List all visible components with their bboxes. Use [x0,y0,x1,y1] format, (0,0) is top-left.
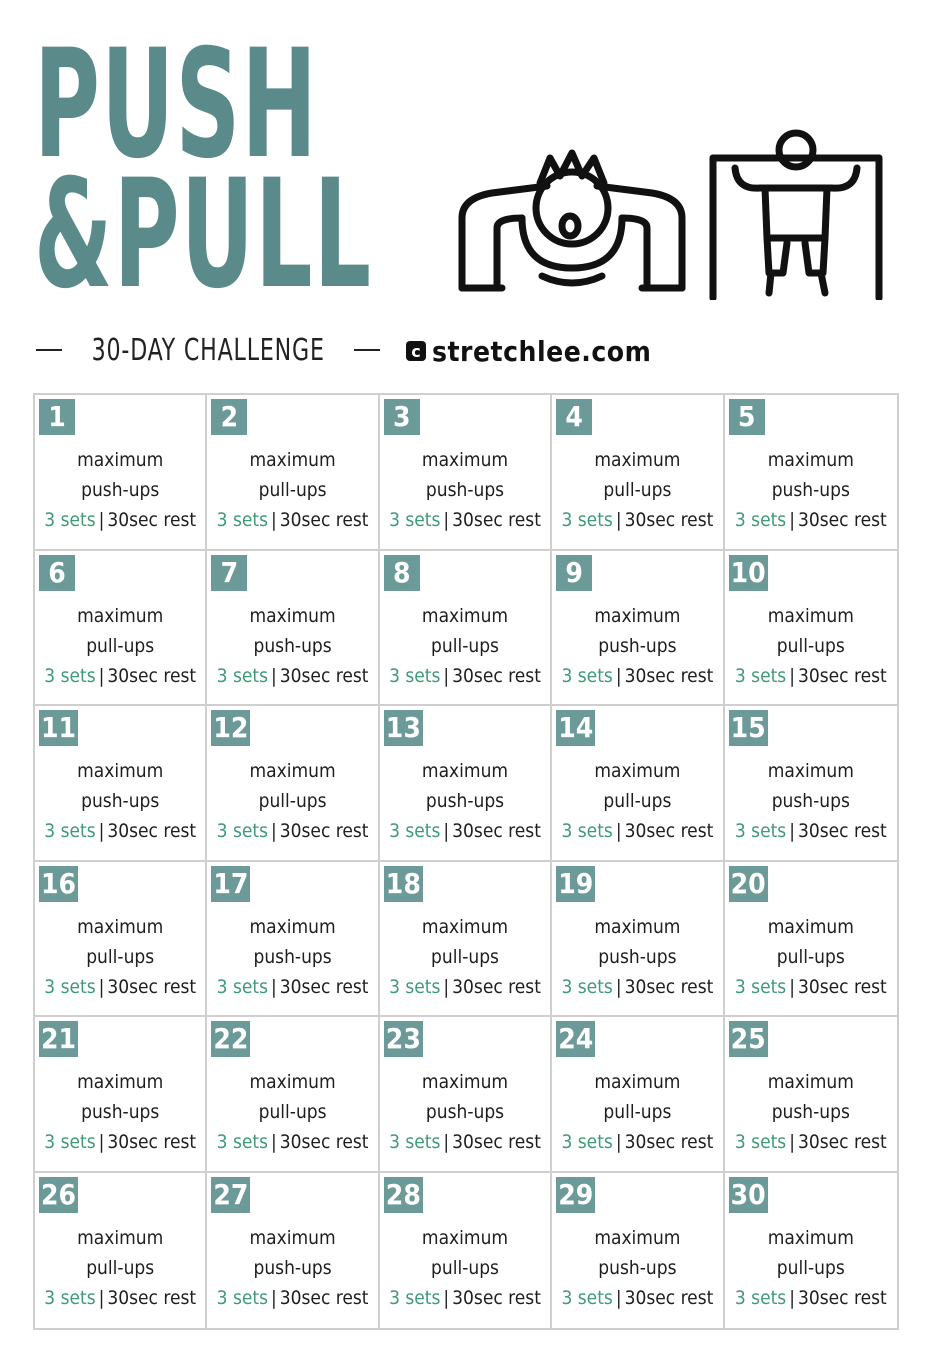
sets-rest-label [735,816,887,846]
day-content [380,1067,550,1157]
exercise-label: pull-ups [258,479,327,501]
intensity-label: maximum [767,915,854,938]
sets-rest-label [561,661,713,691]
exercise-label: pull-ups [258,790,327,812]
day-content [552,1067,722,1157]
day-number: 2 [211,399,247,435]
sets-label: 3 sets [216,664,269,687]
day-cell [380,862,552,1018]
sets-label: 3 sets [44,664,96,687]
sets-rest-label [44,816,196,846]
sets-rest-label [561,972,713,1002]
day-content [725,601,897,691]
day-content [552,1223,722,1313]
day-cell [552,1173,724,1329]
separator: | [615,1131,622,1153]
intensity-label: maximum [421,604,509,627]
exercise-label: pull-ups [431,945,499,968]
day-cell [35,1017,207,1173]
subtitle-dash-left [36,349,62,351]
day-number: 8 [384,555,420,591]
exercise-label: push-ups [81,479,160,501]
sets-label: 3 sets [389,1286,441,1309]
day-number: 6 [39,555,75,591]
exercise-label: push-ups [771,790,850,812]
day-content [207,445,377,535]
intensity-label: maximum [594,1071,681,1093]
exercise-label: pull-ups [431,1256,499,1279]
separator: | [271,1286,277,1309]
rest-label: 30sec rest [452,1286,541,1309]
separator: | [789,975,795,998]
exercise-label: pull-ups [258,1101,327,1123]
intensity-label: maximum [421,1071,509,1093]
day-number: 10 [730,555,766,589]
day-cell [380,551,552,707]
exercise-label: pull-ups [431,634,499,657]
rest-label: 30sec rest [107,820,197,842]
intensity-label: maximum [249,915,336,938]
sets-label: 3 sets [561,820,613,842]
day-cell [552,395,724,551]
day-cell [207,551,379,707]
separator: | [443,1286,450,1309]
subtitle-dash-right [354,349,380,351]
day-cell [35,1173,207,1329]
sets-rest-label [44,1127,196,1157]
separator: | [271,1131,277,1153]
day-number: 29 [558,1177,594,1211]
exercise-label: push-ups [771,479,850,501]
sets-rest-label [561,505,713,535]
day-content [35,1067,205,1157]
rest-label: 30sec rest [107,975,197,998]
separator: | [615,975,622,998]
separator: | [98,1286,105,1309]
sets-label: 3 sets [389,1131,441,1153]
day-content [552,601,722,691]
sets-rest-label [217,1127,369,1157]
sets-rest-label [44,505,196,535]
day-number: 12 [213,711,249,744]
day-content [725,1223,897,1313]
sets-rest-label [735,505,887,535]
day-number: 18 [385,866,421,900]
sets-label: 3 sets [44,1131,96,1153]
day-cell [725,1173,897,1329]
day-content [380,1223,550,1313]
sets-rest-label [44,661,196,691]
rest-label: 30sec rest [624,820,714,842]
day-content [380,756,550,846]
exercise-label: pull-ups [776,945,845,968]
subtitle-row [36,330,380,370]
rest-label: 30sec rest [107,664,197,687]
exercise-label: push-ups [81,1101,160,1123]
sets-rest-label [735,661,887,691]
rest-label: 30sec rest [797,1286,887,1309]
day-cell [380,1173,552,1329]
separator: | [615,1286,622,1309]
rest-label: 30sec rest [452,509,541,531]
intensity-label: maximum [249,760,336,782]
sets-label: 3 sets [561,1131,613,1153]
sets-label: 3 sets [734,509,787,531]
day-number: 21 [41,1022,77,1055]
sets-rest-label [217,816,369,846]
intensity-label: maximum [249,1226,336,1249]
rest-label: 30sec rest [452,664,541,687]
sets-rest-label [217,1283,369,1313]
sets-rest-label [735,972,887,1002]
exercise-label: pull-ups [776,634,845,657]
exercise-label: push-ups [425,479,505,501]
day-content [380,601,550,691]
day-content [380,445,550,535]
day-cell [552,862,724,1018]
sets-label: 3 sets [44,1286,96,1309]
day-content [35,756,205,846]
exercise-label: pull-ups [603,479,672,501]
separator: | [98,509,105,531]
day-number: 28 [385,1177,421,1211]
rest-label: 30sec rest [624,975,714,998]
rest-label: 30sec rest [107,509,197,531]
separator: | [271,509,277,531]
day-cell [552,706,724,862]
separator: | [443,1131,450,1153]
rest-label: 30sec rest [279,1286,369,1309]
exercise-label: pull-ups [603,1101,672,1123]
day-number: 20 [730,866,766,900]
separator: | [443,975,450,998]
sets-label: 3 sets [389,509,441,531]
day-number: 5 [729,399,765,435]
day-number: 27 [213,1177,249,1211]
day-cell [207,1173,379,1329]
exercise-label: push-ups [598,945,677,968]
day-cell [725,551,897,707]
sets-rest-label [389,1127,541,1157]
sets-label: 3 sets [389,975,441,998]
exercise-label: push-ups [425,790,505,812]
rest-label: 30sec rest [797,820,887,842]
day-content [35,601,205,691]
intensity-label: maximum [594,449,681,471]
day-number: 3 [384,399,420,435]
intensity-label: maximum [249,449,336,471]
day-content [35,1223,205,1313]
day-content [207,912,377,1002]
sets-label: 3 sets [561,664,613,687]
rest-label: 30sec rest [279,1131,369,1153]
sets-rest-label [217,505,369,535]
day-content [725,1067,897,1157]
day-cell [35,395,207,551]
calendar-grid [33,393,899,1330]
day-content [207,756,377,846]
day-cell [725,862,897,1018]
sets-label: 3 sets [216,1131,269,1153]
sets-rest-label [389,972,541,1002]
separator: | [615,820,622,842]
intensity-label: maximum [767,1226,854,1249]
day-cell [35,862,207,1018]
day-cell [207,862,379,1018]
intensity-label: maximum [421,449,509,471]
day-content [380,912,550,1002]
day-number: 30 [730,1177,766,1211]
sets-label: 3 sets [44,509,96,531]
sets-rest-label [44,1283,196,1313]
separator: | [443,509,450,531]
sets-label: 3 sets [734,664,787,687]
sets-label: 3 sets [734,820,787,842]
separator: | [98,975,105,998]
day-cell [552,551,724,707]
sets-label: 3 sets [561,509,613,531]
sets-label: 3 sets [734,1131,787,1153]
day-content [725,445,897,535]
rest-label: 30sec rest [279,975,369,998]
separator: | [789,664,795,687]
rest-label: 30sec rest [452,1131,541,1153]
exercise-label: push-ups [598,1256,677,1279]
separator: | [789,820,795,842]
day-number: 13 [385,711,421,744]
sets-label: 3 sets [734,1286,787,1309]
day-cell [552,1017,724,1173]
intensity-label: maximum [767,449,854,471]
day-number: 19 [558,866,594,900]
exercise-label: pull-ups [86,945,155,968]
intensity-label: maximum [77,1226,164,1249]
sets-rest-label [389,661,541,691]
day-cell [380,706,552,862]
title-push: PUSH [34,18,318,192]
exercise-label: pull-ups [86,1256,155,1279]
rest-label: 30sec rest [624,509,714,531]
sets-label: 3 sets [216,975,269,998]
rest-label: 30sec rest [452,975,541,998]
exercise-label: pull-ups [776,1256,845,1279]
day-cell [380,395,552,551]
sets-rest-label [217,972,369,1002]
sets-label: 3 sets [561,975,613,998]
day-cell [35,706,207,862]
intensity-label: maximum [767,1071,854,1093]
day-content [552,912,722,1002]
intensity-label: maximum [594,604,681,627]
sets-rest-label [561,1283,713,1313]
separator: | [271,664,277,687]
day-number: 4 [556,399,592,435]
rest-label: 30sec rest [279,664,369,687]
day-number: 25 [730,1022,766,1055]
day-number: 9 [556,555,592,591]
rest-label: 30sec rest [797,975,887,998]
separator: | [443,664,450,687]
sets-rest-label [44,972,196,1002]
sets-rest-label [561,1127,713,1157]
rest-label: 30sec rest [797,1131,887,1153]
exercise-label: push-ups [253,634,332,657]
day-number: 7 [211,555,247,591]
sets-label: 3 sets [561,1286,613,1309]
sets-label: 3 sets [216,509,269,531]
day-number: 22 [213,1022,249,1055]
exercise-label: push-ups [253,945,332,968]
sets-rest-label [217,661,369,691]
intensity-label: maximum [249,604,336,627]
separator: | [271,975,277,998]
day-cell [725,1017,897,1173]
rest-label: 30sec rest [107,1131,197,1153]
day-number: 1 [39,399,75,435]
intensity-label: maximum [249,1071,336,1093]
sets-label: 3 sets [389,820,441,842]
day-cell [380,1017,552,1173]
sets-rest-label [561,816,713,846]
intensity-label: maximum [421,1226,509,1249]
exercise-label: pull-ups [603,790,672,812]
day-content [35,912,205,1002]
day-number: 23 [385,1022,421,1055]
exercise-label: pull-ups [86,634,155,657]
subtitle: 30-DAY CHALLENGE [91,332,325,368]
separator: | [615,664,622,687]
pushup-person-icon [452,148,692,298]
intensity-label: maximum [421,760,509,782]
intensity-label: maximum [77,449,164,471]
day-content [552,756,722,846]
rest-label: 30sec rest [279,820,369,842]
day-content [207,1067,377,1157]
intensity-label: maximum [77,604,164,627]
rest-label: 30sec rest [107,1286,197,1309]
copyright-icon: c [406,341,426,361]
day-content [552,445,722,535]
exercise-label: push-ups [425,1101,505,1123]
rest-label: 30sec rest [624,664,714,687]
separator: | [98,664,105,687]
intensity-label: maximum [421,915,509,938]
separator: | [98,1131,105,1153]
separator: | [789,1131,795,1153]
intensity-label: maximum [77,915,164,938]
separator: | [789,1286,795,1309]
day-number: 15 [730,711,766,744]
rest-label: 30sec rest [624,1131,714,1153]
rest-label: 30sec rest [797,664,887,687]
separator: | [443,820,450,842]
day-content [725,912,897,1002]
separator: | [98,820,105,842]
separator: | [615,509,622,531]
intensity-label: maximum [767,604,854,627]
rest-label: 30sec rest [279,509,369,531]
intensity-label: maximum [594,915,681,938]
day-cell [207,1017,379,1173]
day-content [207,1223,377,1313]
sets-rest-label [735,1127,887,1157]
day-number: 26 [41,1177,77,1211]
intensity-label: maximum [77,1071,164,1093]
separator: | [271,820,277,842]
day-number: 11 [41,711,77,744]
day-content [725,756,897,846]
day-cell [35,551,207,707]
day-content [207,601,377,691]
brand [406,333,651,369]
pullup-person-icon [705,128,887,300]
brand-name: stretchlee.com [432,334,652,368]
separator: | [789,509,795,531]
exercise-label: push-ups [598,634,677,657]
sets-rest-label [389,816,541,846]
rest-label: 30sec rest [452,820,541,842]
intensity-label: maximum [77,760,164,782]
day-number: 17 [213,866,249,900]
day-content [35,445,205,535]
intensity-label: maximum [594,1226,681,1249]
day-cell [207,706,379,862]
title-and-pull: &PULL [34,148,373,322]
exercise-label: push-ups [253,1256,332,1279]
sets-rest-label [389,1283,541,1313]
rest-label: 30sec rest [624,1286,714,1309]
sets-label: 3 sets [389,664,441,687]
sets-rest-label [389,505,541,535]
exercise-label: push-ups [81,790,160,812]
day-cell [207,395,379,551]
sets-label: 3 sets [44,975,96,998]
sets-rest-label [735,1283,887,1313]
intensity-label: maximum [767,760,854,782]
intensity-label: maximum [594,760,681,782]
sets-label: 3 sets [216,1286,269,1309]
exercise-label: push-ups [771,1101,850,1123]
day-cell [725,395,897,551]
day-cell [725,706,897,862]
sets-label: 3 sets [44,820,96,842]
day-number: 16 [41,866,77,900]
sets-label: 3 sets [216,820,269,842]
day-number: 14 [558,711,594,744]
sets-label: 3 sets [734,975,787,998]
rest-label: 30sec rest [797,509,887,531]
day-number: 24 [558,1022,594,1055]
